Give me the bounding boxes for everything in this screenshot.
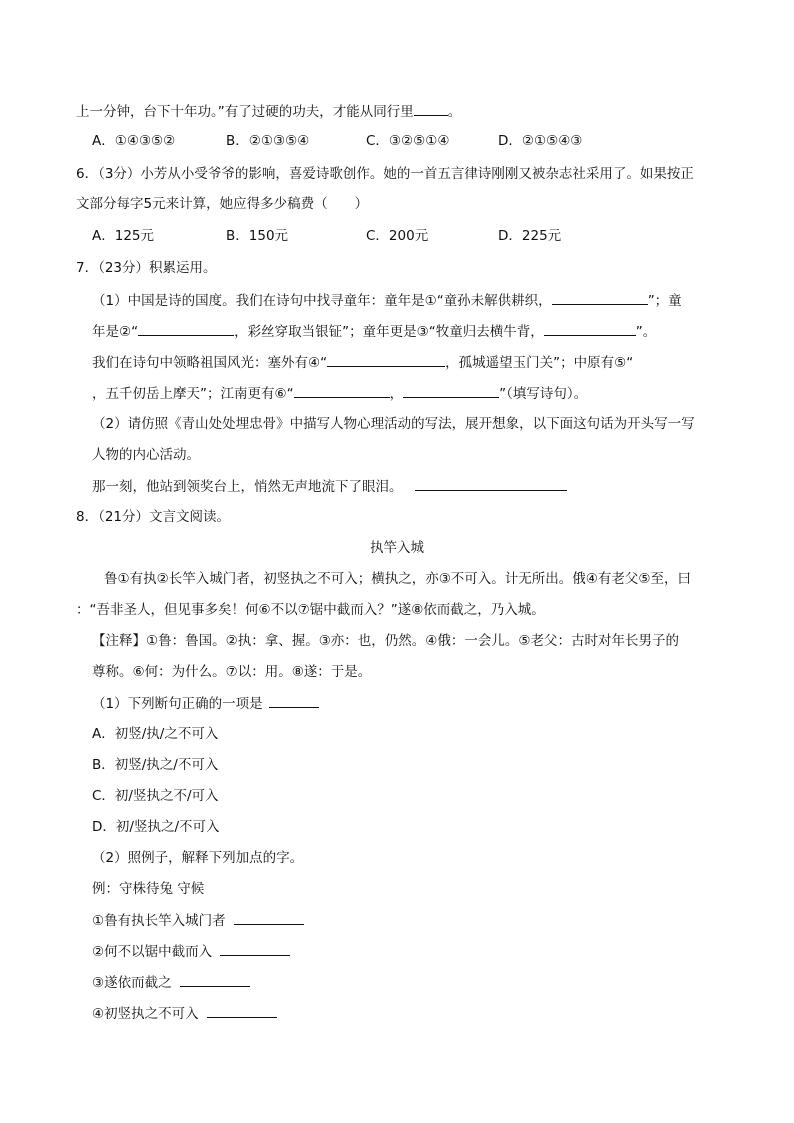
q5-answer-blank[interactable] — [414, 101, 448, 116]
q7-blank-4[interactable] — [327, 352, 445, 367]
q5-option-c[interactable]: C．③②⑤①④ — [366, 133, 450, 149]
q7-p2-prompt: 那一刻，他站到领奖台上，悄然无声地流下了眼泪。 — [92, 479, 403, 495]
q7-p2-line3 — [92, 476, 567, 497]
q7-p1-line2 — [92, 321, 656, 342]
q7-blank-6a[interactable] — [294, 383, 390, 398]
q8-sub1 — [92, 693, 319, 714]
q7-p1-line4-start: ，五千仞岳上摩天”；江南更有⑥“ — [92, 386, 294, 402]
q7-blank-3[interactable] — [544, 321, 636, 336]
q8-item-3 — [92, 972, 250, 993]
q6-option-c[interactable]: C．200元 — [366, 228, 429, 244]
q8-sub2: （2）照例子，解释下列加点的字。 — [92, 850, 304, 866]
q7-p1-line4-end: ”（填写诗句）。 — [499, 386, 588, 402]
q7-writing-blank[interactable] — [415, 476, 567, 491]
q7-p1-line4 — [92, 383, 587, 404]
q8-item-1-blank[interactable] — [234, 910, 304, 925]
q7-p2-line2: 人物的内心活动。 — [92, 447, 200, 463]
q7-p1-line3-end: ，孤城遥望玉门关”；中原有⑤“ — [445, 355, 634, 371]
q5-tail-text: 上一分钟，台下十年功。”有了过硬的功夫，才能从同行里 — [76, 104, 414, 120]
q8-sub1-option-a[interactable]: A．初竖/执/之不可入 — [92, 726, 219, 742]
q8-sub1-blank[interactable] — [269, 693, 319, 708]
passage-line1: 鲁①有执②长竿入城门者，初竖执之不可入；横执之，亦③不可入。计无所出。俄④有老父⑤至，曰 — [104, 571, 692, 587]
q6-option-d[interactable]: D．225元 — [498, 228, 562, 244]
q7-header: 7．（23分）积累运用。 — [76, 260, 217, 276]
q7-blank-6b[interactable] — [403, 383, 499, 398]
q5-option-b[interactable]: B．②①③⑤④ — [226, 133, 310, 149]
q5-option-d[interactable]: D．②①⑤④③ — [498, 133, 583, 149]
q8-item-3-text: ③遂依而截之 — [92, 975, 172, 991]
q6-stem-line2: 文部分每字5元来计算，她应得多少稿费（ ） — [76, 196, 369, 212]
q7-p1-line1 — [92, 290, 682, 311]
q5-tail-line — [76, 101, 461, 122]
q8-item-1-text: ①鲁有执长竿入城门者 — [92, 913, 226, 929]
q5-tail-end: 。 — [447, 104, 462, 120]
q8-item-2-blank[interactable] — [220, 941, 290, 956]
q8-item-2 — [92, 941, 290, 962]
q8-item-2-text: ②何不以锯中截而入 — [92, 944, 213, 960]
q7-p1-line1-text: （1）中国是诗的国度。我们在诗句中找寻童年：童年是①“童孙未解供耕织， — [92, 293, 552, 309]
q8-item-1 — [92, 910, 304, 931]
q5-option-a[interactable]: A．①④③⑤② — [92, 133, 176, 149]
q8-header: 8．（21分）文言文阅读。 — [76, 509, 231, 525]
q7-p1-line2-mid: ，彩丝穿取当银钲”；童年更是③“牧童归去横牛背， — [234, 324, 544, 340]
q8-item-4-blank[interactable] — [207, 1003, 277, 1018]
notes-line1: 【注释】①鲁：鲁国。②执：拿、握。③亦：也，仍然。④俄：一会儿。⑤老父：古时对年长男子的 — [92, 633, 680, 649]
q8-item-3-blank[interactable] — [180, 972, 250, 987]
q6-stem-line1: 6．（3分）小芳从小受爷爷的影响，喜爱诗歌创作。她的一首五言律诗刚刚又被杂志社采用了。如果按正 — [76, 166, 694, 182]
q8-sub1-option-c[interactable]: C．初/竖执之不/可入 — [92, 788, 219, 804]
q8-sub1-text: （1）下列断句正确的一项是 — [92, 696, 263, 712]
q7-p2-line1: （2）请仿照《青山处处埋忠骨》中描写人物心理活动的写法，展开想象，以下面这句话为开头写一写 — [92, 416, 695, 432]
q7-p1-line2-end: ”。 — [635, 324, 657, 340]
q6-option-b[interactable]: B．150元 — [226, 228, 289, 244]
passage-line2: ：“吾非圣人，但见事多矣！何⑥不以⑦锯中截而入？”遂⑧依而截之，乃入城。 — [76, 602, 545, 618]
q7-p1-line2-start: 年是②“ — [92, 324, 139, 340]
q8-example: 例：守株待兔 守候 — [92, 881, 205, 897]
q8-item-4-text: ④初竖执之不可入 — [92, 1006, 199, 1022]
q7-p1-line4-comma: ， — [389, 386, 404, 402]
q7-p1-line1-end: ”；童 — [647, 293, 682, 309]
notes-line2: 尊称。⑥何：为什么。⑦以：用。⑧遂：于是。 — [92, 664, 372, 680]
passage-title: 执竿入城 — [370, 540, 424, 556]
q7-blank-1[interactable] — [552, 290, 648, 305]
q8-item-4 — [92, 1003, 277, 1024]
q7-p1-line3 — [92, 352, 633, 373]
q7-blank-2[interactable] — [138, 321, 234, 336]
q6-option-a[interactable]: A．125元 — [92, 228, 155, 244]
q8-sub1-option-b[interactable]: B．初竖/执之/不可入 — [92, 757, 219, 773]
q7-p1-line3-start: 我们在诗句中领略祖国风光：塞外有④“ — [92, 355, 328, 371]
q8-sub1-option-d[interactable]: D．初/竖执之/不可入 — [92, 819, 220, 835]
